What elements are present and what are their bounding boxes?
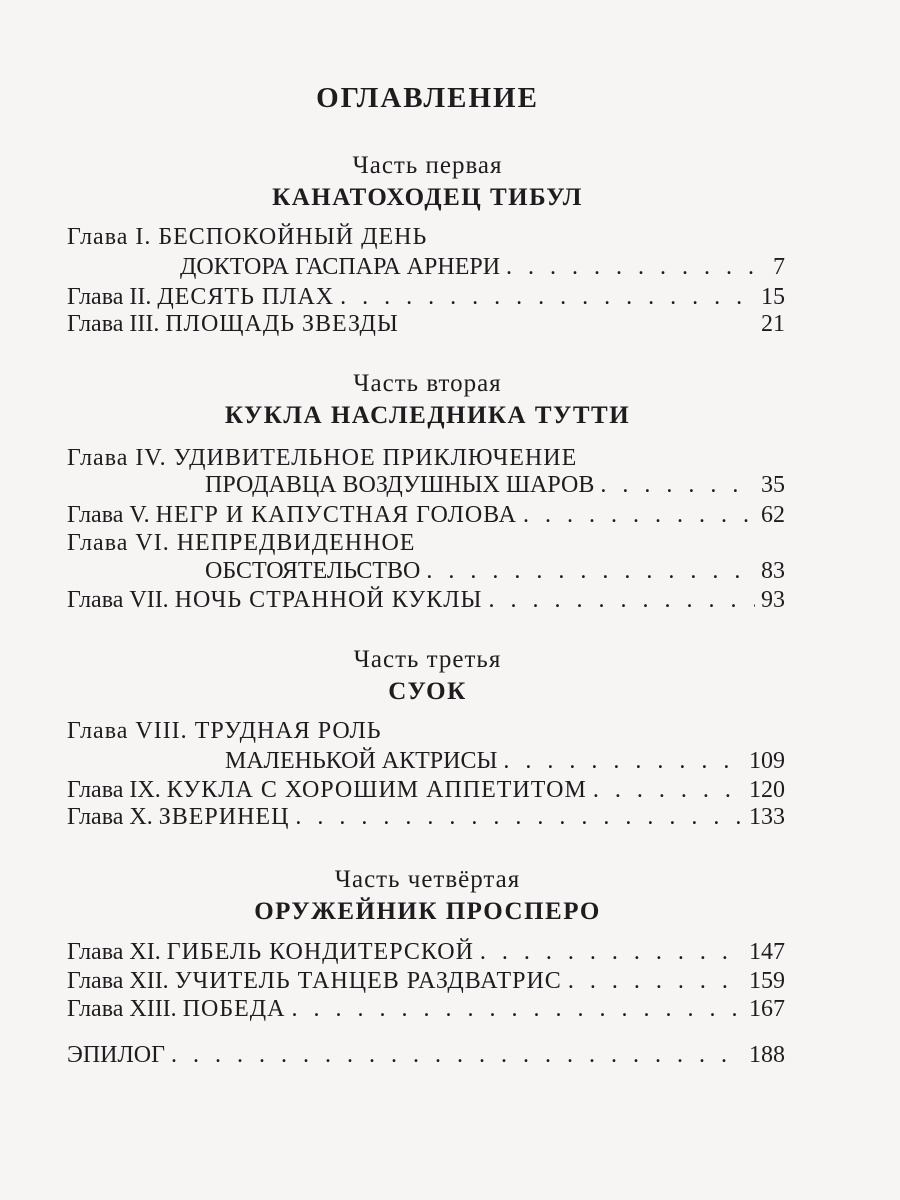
chapter-entry-13[interactable] (67, 994, 785, 1024)
chapter-title: НЕГР И КАПУСТНАЯ ГОЛОВА (155, 502, 518, 528)
chapter-prefix: Глава IV. (67, 445, 167, 471)
leader-dots (503, 746, 743, 776)
chapter-title: ПОБЕДА (182, 996, 286, 1022)
page-number: 147 (749, 939, 785, 965)
page-number: 35 (761, 472, 785, 498)
leader-dots (506, 252, 767, 282)
part-title: СУОК (388, 678, 467, 705)
part-title: ОРУЖЕЙНИК ПРОСПЕРО (254, 898, 601, 925)
chapter-prefix: Глава II. (67, 284, 152, 310)
page-title: ОГЛАВЛЕНИЕ (316, 82, 539, 114)
chapter-title: УДИВИТЕЛЬНОЕ ПРИКЛЮЧЕНИЕ (173, 445, 578, 471)
chapter-entry-3[interactable] (67, 309, 785, 339)
page-number: 167 (749, 996, 785, 1022)
chapter-entry-11[interactable] (67, 937, 785, 967)
leader-dots (523, 500, 755, 530)
leader-dots (340, 282, 755, 312)
page-number: 93 (761, 587, 785, 613)
chapter-title: НОЧЬ СТРАННОЙ КУКЛЫ (174, 587, 483, 613)
chapter-prefix: Глава X. (67, 804, 153, 830)
part-label: Часть третья (353, 646, 502, 673)
page-number: 120 (749, 777, 785, 803)
chapter-entry-5[interactable] (67, 500, 785, 530)
part-label: Часть вторая (353, 370, 502, 397)
chapter-prefix: Глава IX. (67, 777, 161, 803)
chapter-entry-8-line1 (67, 716, 382, 746)
page-number: 109 (749, 748, 785, 774)
leader-dots (568, 966, 743, 996)
chapter-entry-4-line1 (67, 443, 577, 473)
leader-dots (295, 802, 743, 832)
chapter-entry-2[interactable] (67, 282, 785, 312)
chapter-title: КУКЛА С ХОРОШИМ АППЕТИТОМ (166, 777, 587, 803)
chapter-entry-1-line1 (67, 222, 427, 252)
leader-dots (480, 937, 743, 967)
chapter-prefix: Глава VI. (67, 530, 170, 556)
chapter-prefix: Глава V. (67, 502, 150, 528)
page-number: 83 (761, 558, 785, 584)
chapter-prefix: Глава XIII. (67, 996, 177, 1022)
chapter-title: ДЕСЯТЬ ПЛАХ (157, 284, 335, 310)
chapter-entry-12[interactable] (67, 966, 785, 996)
chapter-prefix: Глава I. (67, 224, 152, 250)
page-number: 21 (761, 311, 785, 337)
chapter-title: ТРУДНАЯ РОЛЬ (194, 718, 382, 744)
page-number: 62 (761, 502, 785, 528)
chapter-prefix: Глава XI. (67, 939, 161, 965)
chapter-prefix: Глава VII. (67, 587, 169, 613)
chapter-title: БЕСПОКОЙНЫЙ ДЕНЬ (158, 224, 428, 250)
chapter-title: НЕПРЕДВИДЕННОЕ (176, 530, 416, 556)
leader-dots (171, 1040, 743, 1070)
chapter-title-continued: ДОКТОРА ГАСПАРА АРНЕРИ (180, 254, 501, 280)
chapter-prefix: Глава XII. (67, 968, 169, 994)
chapter-title: ПЛОЩАДЬ ЗВЕЗДЫ (165, 311, 399, 337)
page-number: 7 (773, 254, 785, 280)
chapter-entry-8[interactable] (225, 746, 785, 776)
leader-dots (488, 585, 755, 615)
chapter-title-continued: ПРОДАВЦА ВОЗДУШНЫХ ШАРОВ (205, 472, 595, 498)
leader-dots (426, 556, 755, 586)
epilogue-title: ЭПИЛОГ (67, 1042, 165, 1068)
part-label: Часть первая (352, 152, 503, 179)
chapter-title-continued: ОБСТОЯТЕЛЬСТВО (205, 558, 421, 584)
chapter-entry-1[interactable] (180, 252, 785, 282)
chapter-prefix: Глава III. (67, 311, 160, 337)
part-title: КУКЛА НАСЛЕДНИКА ТУТТИ (224, 402, 631, 429)
page-number: 159 (749, 968, 785, 994)
leader-dots (593, 775, 743, 805)
leader-dots (292, 994, 744, 1024)
page-number: 133 (749, 804, 785, 830)
chapter-entry-10[interactable] (67, 802, 785, 832)
chapter-entry-7[interactable] (67, 585, 785, 615)
chapter-title: ЗВЕРИНЕЦ (158, 804, 290, 830)
chapter-entry-9[interactable] (67, 775, 785, 805)
chapter-entry-4[interactable] (205, 470, 785, 500)
leader-dots (600, 470, 755, 500)
part-title: КАНАТОХОДЕЦ ТИБУЛ (272, 184, 583, 211)
page-number: 15 (761, 284, 785, 310)
chapter-title-continued: МАЛЕНЬКОЙ АКТРИСЫ (225, 748, 498, 774)
chapter-title: УЧИТЕЛЬ ТАНЦЕВ РАЗДВАТРИС (174, 968, 562, 994)
epilogue-entry[interactable] (67, 1040, 785, 1070)
page-number: 188 (749, 1042, 785, 1068)
chapter-entry-6-line1 (67, 528, 415, 558)
chapter-prefix: Глава VIII. (67, 718, 188, 744)
chapter-title: ГИБЕЛЬ КОНДИТЕРСКОЙ (166, 939, 474, 965)
chapter-entry-6[interactable] (205, 556, 785, 586)
part-label: Часть четвёртая (334, 866, 521, 893)
